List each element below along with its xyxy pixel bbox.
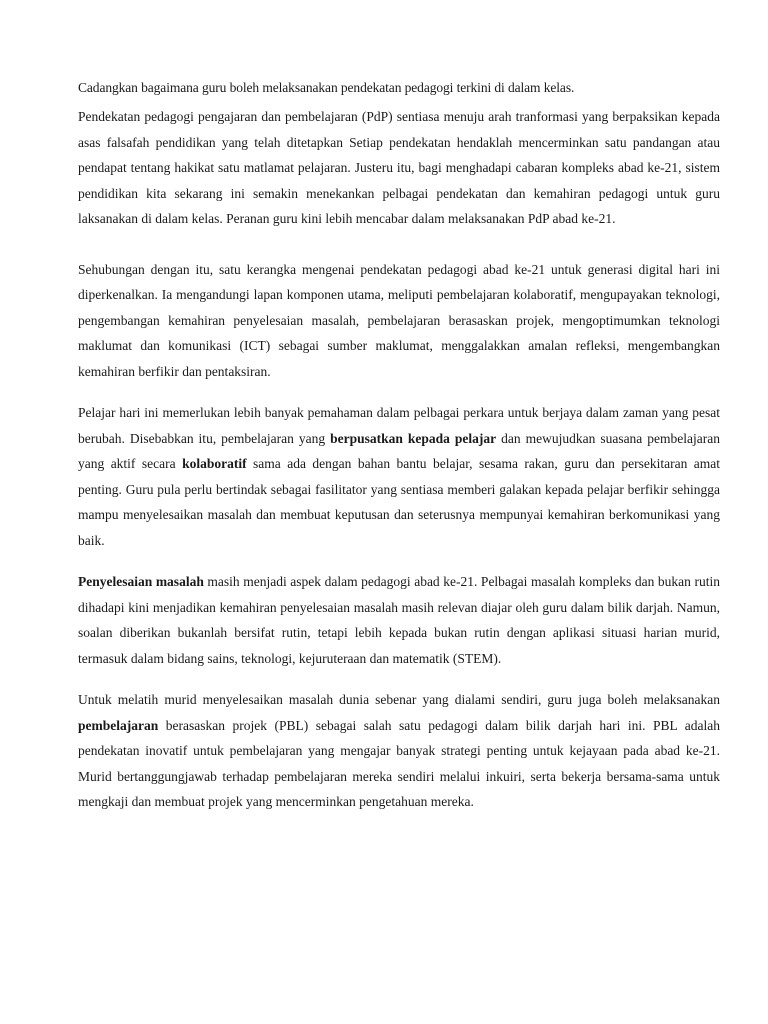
- paragraph-5-text-a: Untuk melatih murid menyelesaikan masalah dunia sebenar yang dialami sendiri, guru juga boleh melaksanakan: [78, 692, 720, 707]
- paragraph-4-text: masih menjadi aspek dalam pedagogi abad ke-21. Pelbagai masalah kompleks dan bukan rutin dihadapi kini menjadikan kemahiran penyelesaian masalah masih relevan diajar oleh guru dalam bilik darjah. Namun, soalan diberikan bukanlah bersifat rutin, tetapi lebih kepada bukan rutin dengan aplikasi situasi harian murid, termasuk dalam bidang sains, teknologi, kejuruteraan dan matematik (STEM).: [78, 574, 720, 666]
- bold-phrase-pembelajaran: pembelajaran: [78, 717, 159, 733]
- paragraph-spacer: [78, 384, 720, 400]
- bold-phrase-berpusatkan: berpusatkan kepada pelajar: [330, 430, 497, 446]
- paragraph-spacer: [78, 671, 720, 687]
- question-heading: Cadangkan bagaimana guru boleh melaksanakan pendekatan pedagogi terkini di dalam kelas.: [78, 80, 575, 95]
- paragraph-2-text: Sehubungan dengan itu, satu kerangka mengenai pendekatan pedagogi abad ke-21 untuk generasi digital hari ini diperkenalkan. Ia mengandungi lapan komponen utama, meliputi pembelajaran kolaboratif, mengupayakan teknologi, pengembangan kemahiran penyelesaian masalah, pembelajaran berasaskan projek, mengoptimumkan teknologi maklumat dan komunikasi (ICT) sebagai sumber maklumat, menggalakkan amalan refleksi, mengembangkan kemahiran berfikir dan pentaksiran.: [78, 261, 720, 379]
- paragraph-spacer: [78, 553, 720, 569]
- paragraph-3-text-b: dan mewujudkan suasana pembelajaran yang aktif secara: [78, 430, 720, 471]
- paragraph-4: [78, 569, 720, 671]
- paragraph-5-text-b: berasaskan projek (PBL) sebagai salah satu pedagogi dalam bilik darjah hari ini. PBL adalah pendekatan inovatif untuk pembelajaran yang mengajar banyak strategi penting untuk kejayaan pada abad ke-21. Murid bertanggungjawab terhadap pembelajaran mereka sendiri melalui inkuiri, serta bekerja bersama-sama untuk mengkaji dan membuat projek yang mencerminkan pengetahuan mereka.: [78, 717, 720, 809]
- paragraph-3: [78, 400, 720, 553]
- paragraph-1-text: Pendekatan pedagogi pengajaran dan pembelajaran (PdP) sentiasa menuju arah tranformasi yang berpaksikan kepada asas falsafah pendidikan yang telah ditetapkan Setiap pendekatan hendaklah mencerminkan satu pandangan atau pendapat tentang hakikat satu matlamat pelajaran. Justeru itu, bagi menghadapi cabaran kompleks abad ke-21, sistem pendidikan kita sekarang ini semakin menekankan pelbagai pendekatan dan kemahiran pedagogi untuk guru laksanakan di dalam kelas. Peranan guru kini lebih mencabar dalam melaksanakan PdP abad ke-21.: [78, 109, 720, 226]
- paragraph-3-text-a: Pelajar hari ini memerlukan lebih banyak pemahaman dalam pelbagai perkara untuk berjaya dalam zaman yang pesat berubah. Disebabkan itu, pembelajaran yang: [78, 405, 720, 446]
- document-page: [78, 78, 720, 815]
- paragraph-5: [78, 687, 720, 815]
- bold-phrase-kolaboratif: kolaboratif: [182, 456, 247, 471]
- paragraph-2: [78, 257, 720, 385]
- paragraph-spacer: [78, 232, 720, 257]
- bold-phrase-penyelesaian-masalah: Penyelesaian masalah: [78, 574, 204, 589]
- paragraph-3-text-c: sama ada dengan bahan bantu belajar, sesama rakan, guru dan persekitaran amat penting. Guru pula perlu bertindak sebagai fasilitator yang sentiasa memberi galakan kepada pelajar berfikir sehingga mampu menyelesaikan masalah dan membuat keputusan dan seterusnya mempunyai kemahiran berkomunikasi yang baik.: [78, 456, 721, 548]
- paragraph-1: [78, 104, 720, 232]
